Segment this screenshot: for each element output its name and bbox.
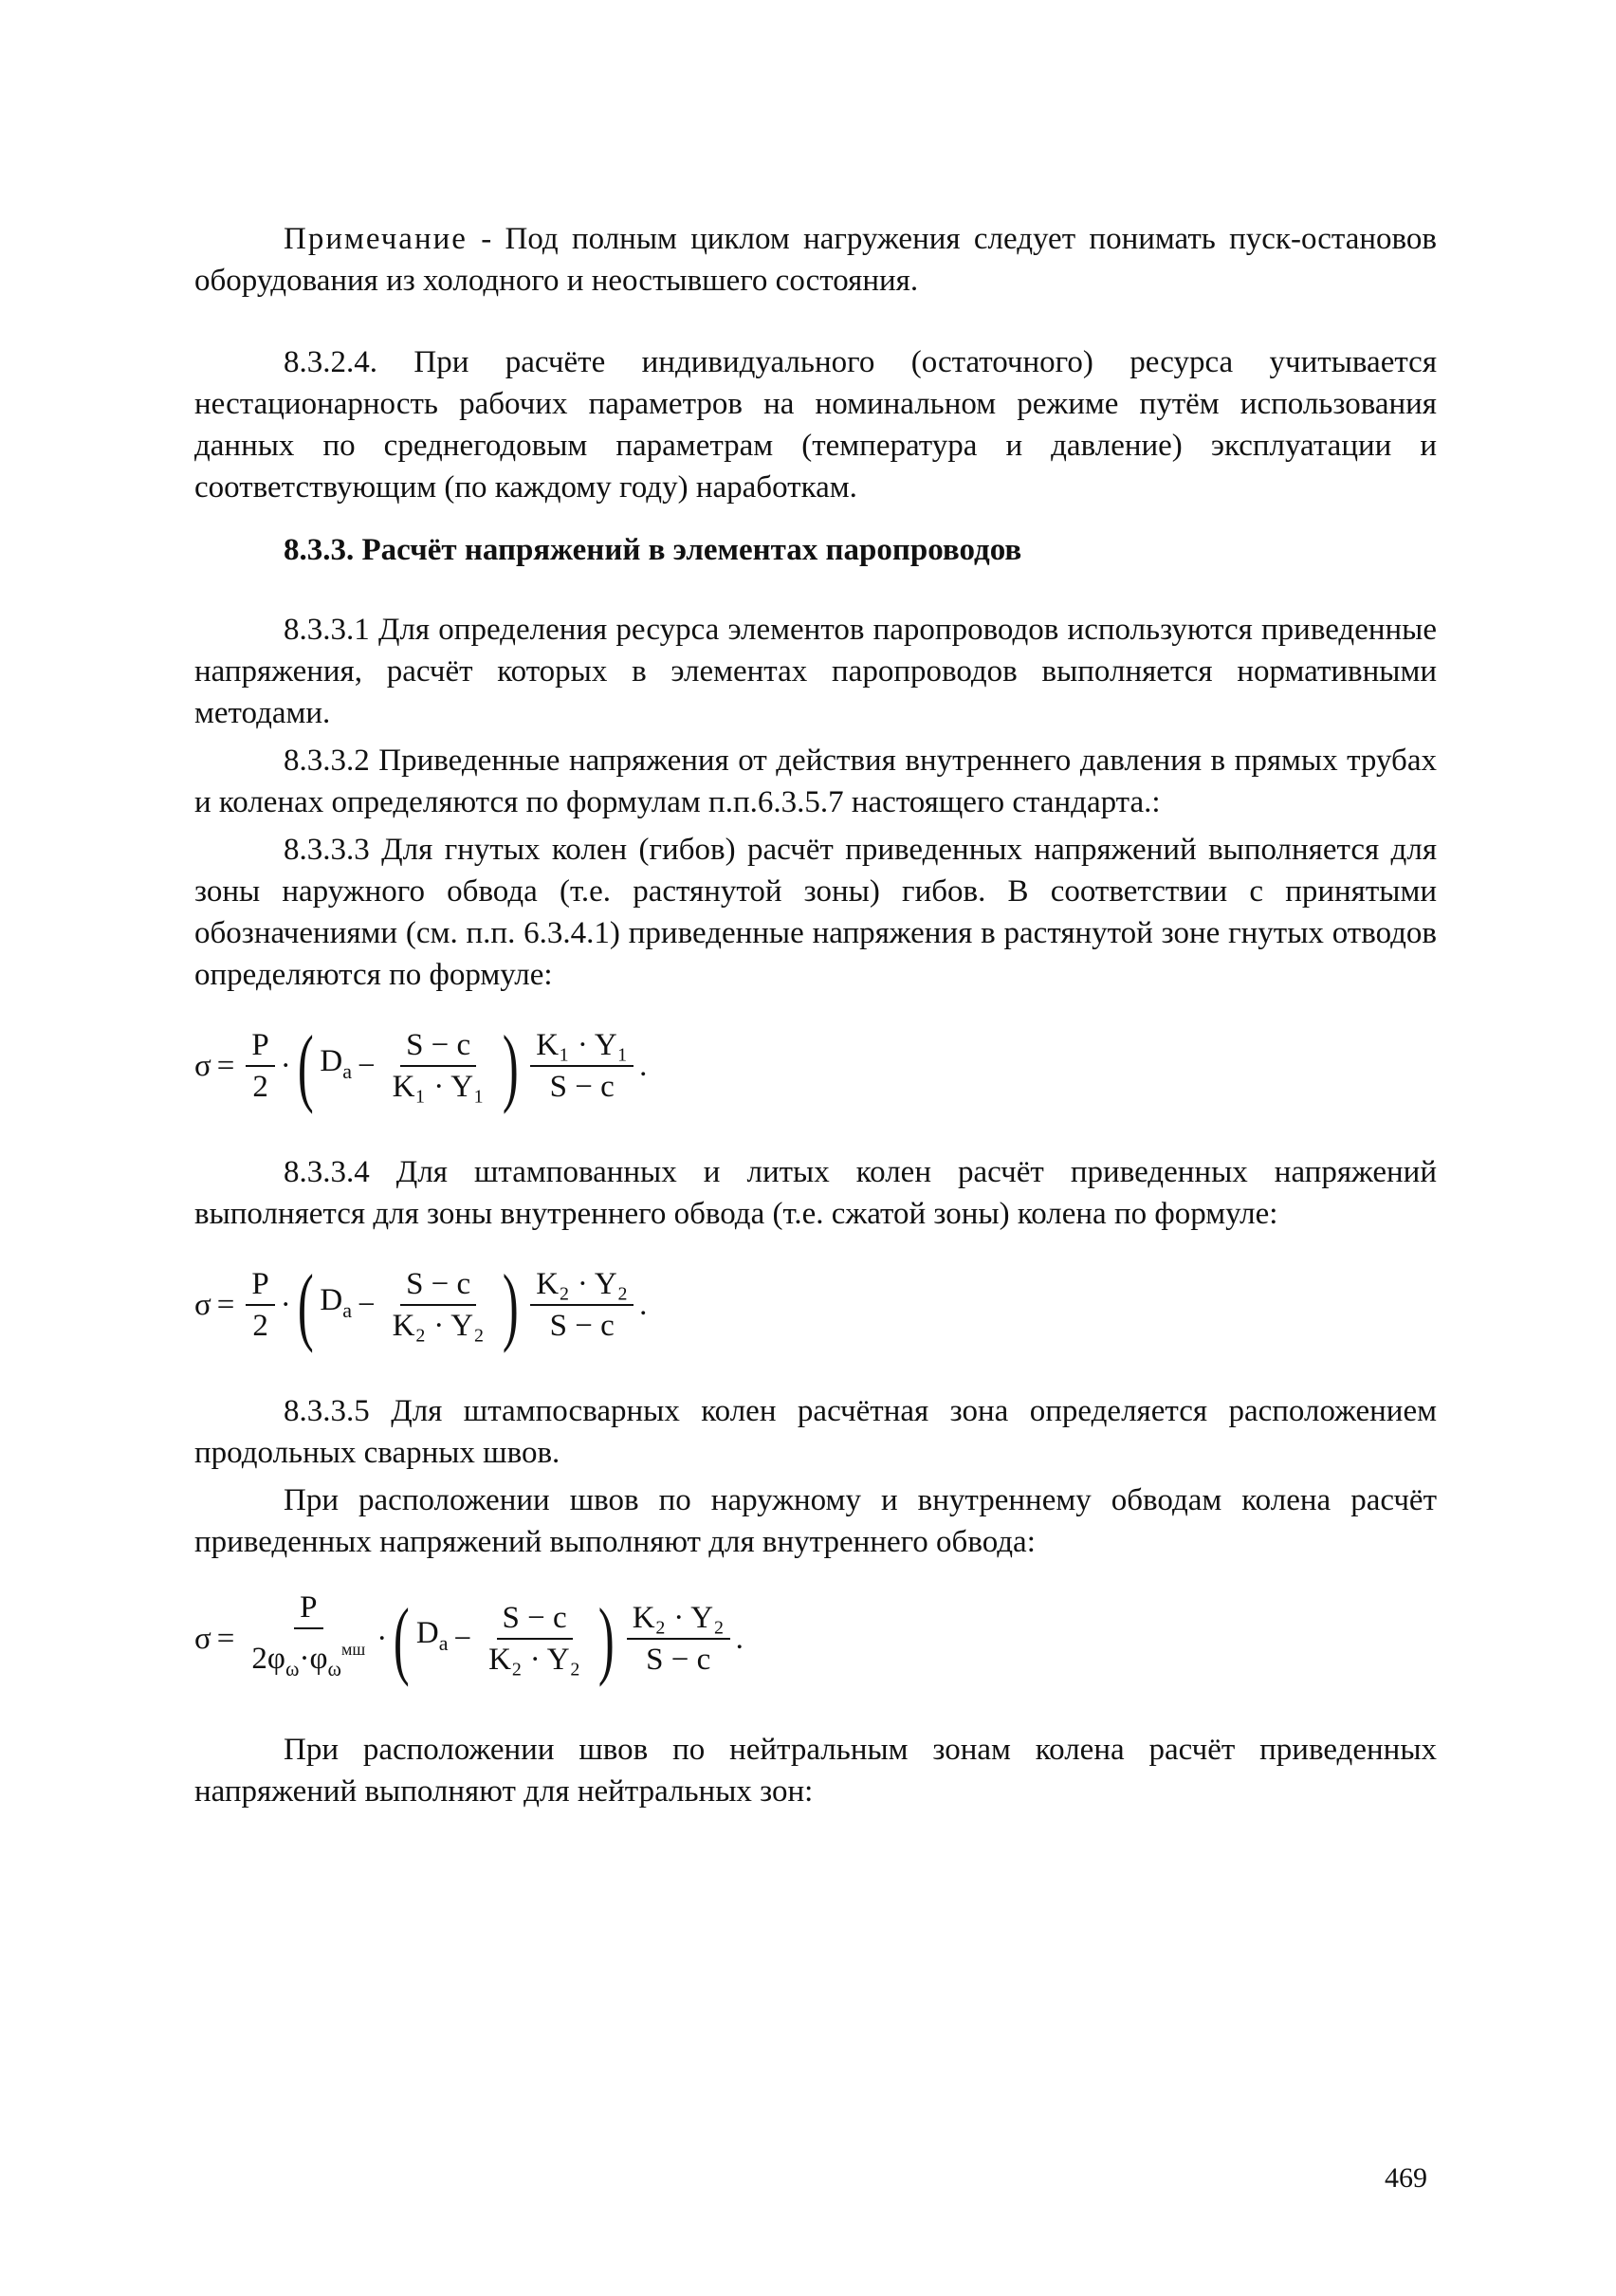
fraction-p-over-phi xyxy=(246,1589,371,1687)
denominator: 2 xyxy=(252,1309,268,1343)
sigma-symbol: σ xyxy=(194,1621,211,1656)
fraction-thickness xyxy=(387,1266,490,1344)
numerator: K₂ · Y₂ xyxy=(530,1266,634,1306)
formula-period: . xyxy=(639,1288,648,1322)
right-paren: ) xyxy=(502,1018,519,1114)
denominator: K₂ · Y₂ xyxy=(392,1309,485,1343)
denominator: K₁ · Y₁ xyxy=(392,1070,485,1104)
formula-period: . xyxy=(735,1621,744,1656)
minus-sign: − xyxy=(453,1621,472,1656)
section-heading-8-3-3: 8.3.3. Расчёт напряжений в элементах паропроводов xyxy=(284,533,1022,567)
numerator: S − c xyxy=(497,1600,573,1640)
formula-period: . xyxy=(639,1049,648,1083)
denominator: S − c xyxy=(646,1642,711,1677)
paragraph-8-3-3-2: 8.3.3.2 Приведенные напряжения от действия внутреннего давления в прямых трубах и коленах определяются по формулам п.п.6.3.5.7 настоящего стандарта.: xyxy=(194,744,1437,819)
numerator: P xyxy=(294,1589,322,1629)
numerator: P xyxy=(246,1027,274,1067)
minus-sign: − xyxy=(358,1049,376,1083)
numerator: K₂ · Y₂ xyxy=(627,1600,730,1640)
formula-bent-elbow xyxy=(194,1018,1437,1114)
numerator: P xyxy=(246,1266,274,1306)
numerator: S − c xyxy=(400,1266,476,1306)
denominator: K₂ · Y₂ xyxy=(488,1642,581,1677)
note-text: - Под полным циклом нагружения следует понимать пуск-остановов оборудования из холодного и неостывшего состояния. xyxy=(194,222,1437,298)
page-number: 469 xyxy=(1385,2162,1427,2194)
left-paren: ( xyxy=(394,1589,410,1687)
fraction-thickness xyxy=(387,1027,490,1105)
right-paren: ) xyxy=(597,1589,615,1687)
formula-welded-elbow xyxy=(194,1589,1437,1687)
outer-diameter: $D_a$ xyxy=(415,1616,449,1655)
denominator: S − c xyxy=(549,1309,615,1343)
dot-operator: · xyxy=(376,1621,388,1656)
fraction-coefficient xyxy=(627,1600,730,1678)
dot-operator: · xyxy=(280,1049,291,1083)
denominator: $2\varphi_\omega\cdot\varphi_\omega^{мш}$ xyxy=(251,1640,366,1681)
fraction-p-over-2 xyxy=(246,1266,274,1344)
formula-stamped-elbow xyxy=(194,1257,1437,1353)
paragraph-8-3-3-3: 8.3.3.3 Для гнутых колен (гибов) расчёт приведенных напряжений выполняется для зоны наружного обвода (т.е. растянутой зоны) гибов. В соответствии с принятыми обозначениями (см. п.п. 6.3.4.1) приведенные напряжения в растянутой зоне гнутых отводов определяются по формуле: xyxy=(194,833,1437,992)
fraction-coefficient xyxy=(530,1266,634,1344)
equals-sign: = xyxy=(216,1288,235,1322)
paragraph-seams-outer-inner: При расположении швов по наружному и внутреннему обводам колена расчёт приведенных напряжений выполняют для внутреннего обвода: xyxy=(194,1483,1437,1559)
sigma-symbol: σ xyxy=(194,1049,211,1083)
right-paren: ) xyxy=(502,1257,519,1353)
outer-diameter: $D_a$ xyxy=(320,1043,353,1083)
numerator: K₁ · Y₁ xyxy=(530,1027,634,1067)
fraction-thickness xyxy=(483,1600,586,1678)
sigma-symbol: σ xyxy=(194,1288,211,1322)
left-paren: ( xyxy=(297,1018,314,1114)
left-paren: ( xyxy=(297,1257,314,1353)
paragraph-8-3-3-5: 8.3.3.5 Для штампосварных колен расчётная зона определяется расположением продольных сварных швов. xyxy=(194,1394,1437,1470)
denominator: S − c xyxy=(549,1070,615,1104)
equals-sign: = xyxy=(216,1049,235,1083)
paragraph-seams-neutral: При расположении швов по нейтральным зонам колена расчёт приведенных напряжений выполняют для нейтральных зон: xyxy=(194,1733,1437,1809)
note-paragraph xyxy=(194,218,1437,302)
numerator: S − c xyxy=(400,1027,476,1067)
note-label: Примечание xyxy=(284,222,468,256)
paragraph-8-3-3-1: 8.3.3.1 Для определения ресурса элементов паропроводов используются приведенные напряжения, расчёт которых в элементах паропроводов выполняется нормативными методами. xyxy=(194,613,1437,730)
fraction-p-over-2 xyxy=(246,1027,274,1105)
paragraph-8-3-3-4: 8.3.3.4 Для штампованных и литых колен расчёт приведенных напряжений выполняется для зоны внутреннего обвода (т.е. сжатой зоны) колена по формуле: xyxy=(194,1155,1437,1231)
fraction-coefficient xyxy=(530,1027,634,1105)
denominator: 2 xyxy=(252,1070,268,1104)
outer-diameter: $D_a$ xyxy=(320,1282,353,1322)
paragraph-8-3-2-4: 8.3.2.4. При расчёте индивидуального (остаточного) ресурса учитывается нестационарность рабочих параметров на номинальном режиме путём использования данных по среднегодовым параметрам (температура и давление) эксплуатации и соответствующим (по каждому году) наработкам. xyxy=(194,345,1437,505)
equals-sign: = xyxy=(216,1621,235,1656)
dot-operator: · xyxy=(280,1288,291,1322)
document-page xyxy=(194,218,1437,1812)
minus-sign: − xyxy=(358,1288,376,1322)
